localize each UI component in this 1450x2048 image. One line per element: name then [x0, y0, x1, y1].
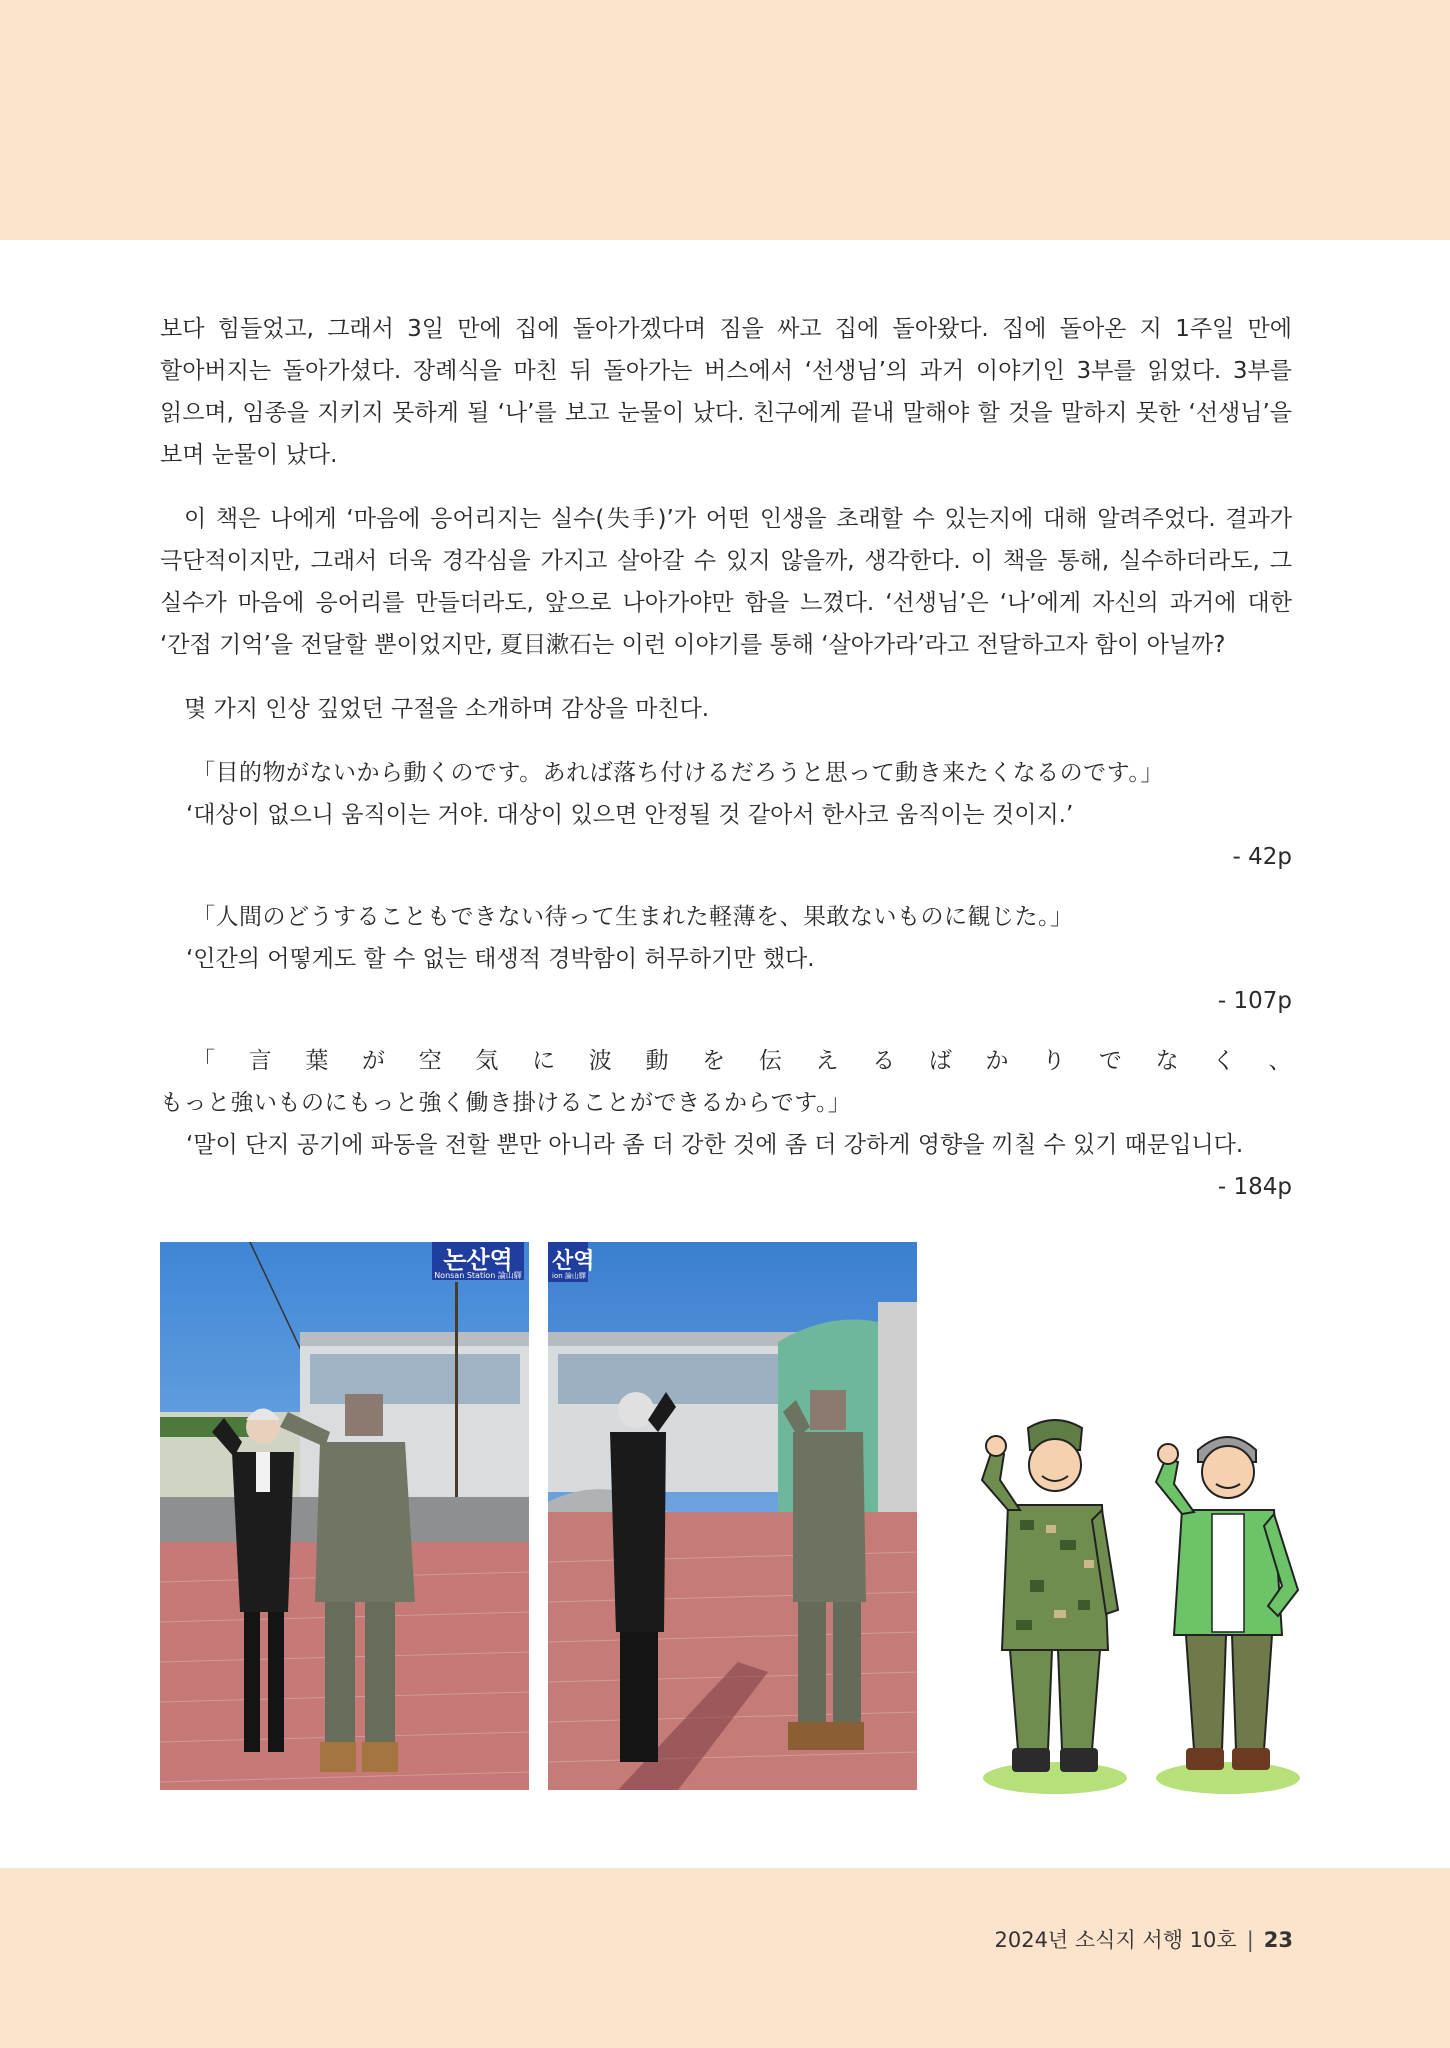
- quote-1-japanese: 「目的物がないから動くのです。あれば落ち付けるだろうと思って動き来たくなるのです。」: [192, 760, 1164, 786]
- paragraph-1: 보다 힘들었고, 그래서 3일 만에 집에 돌아가겠다며 짐을 싸고 집에 돌아왔다. 집에 돌아온 지 1주일 만에 할아버지는 돌아가셨다. 장례식을 마친 뒤 돌아가는 버스에서 ‘선생님’의 과거 이야기인 3부를 읽었다. 3부를 읽으며, 임종을 지키지 못하게 될 ‘나’를 보고 눈물이 났다. 친구에게 끝내 말해야 할 것을 말하지 못한 ‘선생님’을 보며 눈물이 났다.: [160, 316, 1292, 468]
- paragraph-2: 이 책은 나에게 ‘마음에 응어리지는 실수(失手)’가 어떤 인생을 초래할 수 있는지에 대해 알려주었다. 결과가 극단적이지만, 그래서 더욱 경각심을 가지고 살아갈 수 있지 않을까, 생각한다. 이 책을 통해, 실수하더라도, 그 실수가 마음에 응어리를 만들더라도, 앞으로 나아가야만 함을 느꼈다. ‘선생님’은 ‘나’에게 자신의 과거에 대한 ‘간접 기억’을 전달할 뿐이었지만, 夏目漱石는 이런 이야기를 통해 ‘살아가라’라고 전달하고자 함이 아닐까?: [160, 506, 1292, 658]
- station-sign-subtext: Nonsan Station 論山驛: [434, 1271, 522, 1280]
- article-body: [160, 308, 1292, 1208]
- footer-separator: |: [1246, 1928, 1254, 1952]
- soldier-figure: [982, 1420, 1118, 1772]
- station-sign-text: 논산역: [443, 1246, 513, 1274]
- page-number: 23: [1263, 1928, 1293, 1952]
- grandfather-figure: [1156, 1437, 1298, 1770]
- publication-title: 2024년 소식지 서행 10호: [994, 1928, 1237, 1952]
- footer-band: [0, 1868, 1450, 2048]
- quote-2-korean: ‘인간의 어떻게도 할 수 없는 태생적 경박함이 허무하기만 했다.: [186, 946, 815, 972]
- station-sign-text-2: 산역: [552, 1249, 595, 1274]
- station-photo-front: [160, 1242, 529, 1790]
- quote-3-page: - 184p: [1217, 1174, 1292, 1200]
- header-band: [0, 0, 1450, 240]
- quote-2-page: - 107p: [1217, 988, 1292, 1014]
- page-footer: [994, 1924, 1293, 1954]
- quote-3-korean: ‘말이 단지 공기에 파동을 전할 뿐만 아니라 좀 더 강한 것에 좀 더 강하게 영향을 끼칠 수 있기 때문입니다.: [186, 1132, 1244, 1158]
- soldier-and-grandfather-illustration: [960, 1410, 1320, 1800]
- station-sign-subtext-2: ion 論山驛: [552, 1272, 586, 1280]
- quote-2-japanese: 「人間のどうすることもできない待って生まれた軽薄を、果敢ないものに観じた。」: [192, 904, 1074, 930]
- quote-3-japanese: 「言葉が空気に波動を伝えるばかりでなく、もっと強いものにもっと強く働き掛けることができるからです。」: [160, 1048, 1292, 1116]
- paragraph-3: 몇 가지 인상 깊었던 구절을 소개하며 감상을 마친다.: [184, 696, 710, 722]
- station-photo-side: [548, 1242, 917, 1790]
- quote-1-page: - 42p: [1232, 844, 1292, 870]
- quote-1-korean: ‘대상이 없으니 움직이는 거야. 대상이 있으면 안정될 것 같아서 한사코 움직이는 것이지.’: [186, 802, 1074, 828]
